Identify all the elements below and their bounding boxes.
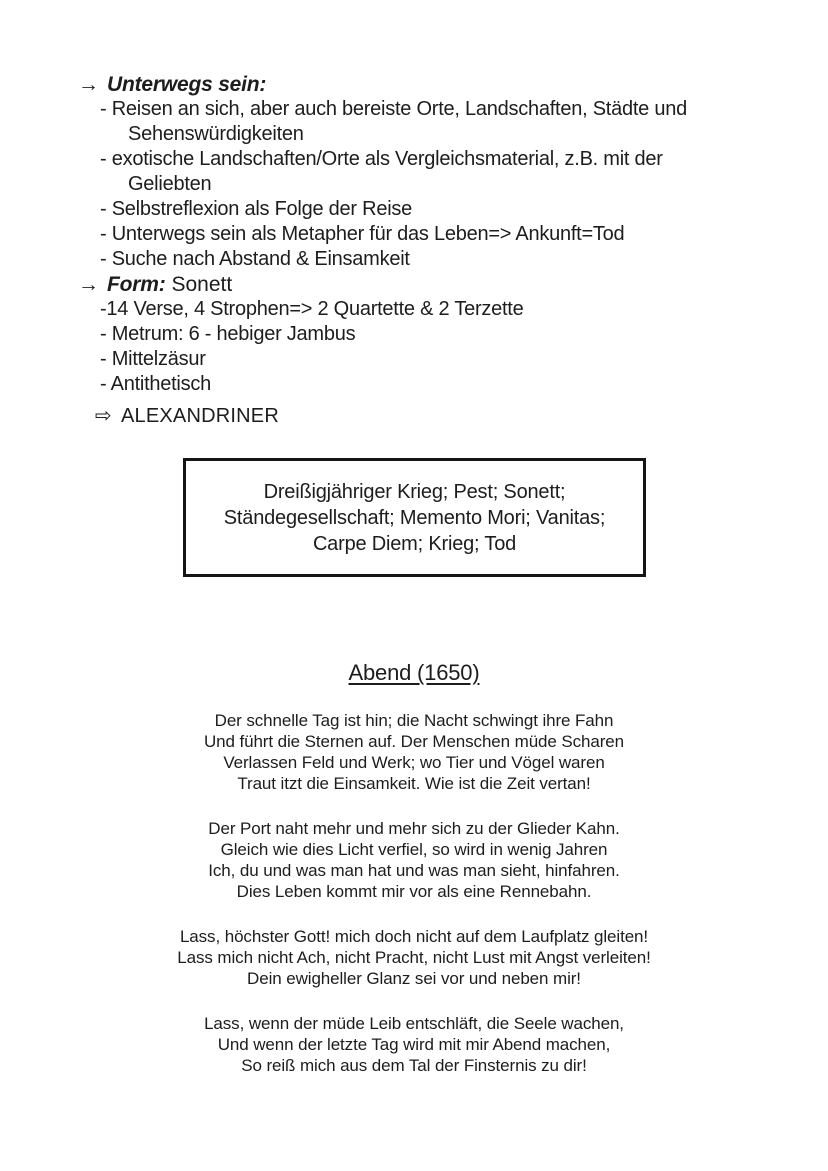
note-line: - Suche nach Abstand & Einsamkeit (100, 248, 410, 270)
section-title-rest: Sonett (171, 273, 233, 296)
poem-line: Und führt die Sternen auf. Der Menschen müde Scharen (203, 732, 625, 751)
poem-line: Verlassen Feld und Werk; wo Tier und Vögel waren (223, 753, 605, 772)
poem-line: Lass, wenn der müde Leib entschläft, die Seele wachen, (204, 1014, 624, 1033)
notes-section (78, 72, 687, 429)
poem-line: Dies Leben kommt mir vor als eine Rennebahn. (236, 882, 592, 901)
note-line: - Metrum: 6 - hebiger Jambus (100, 323, 356, 345)
keywords-box (183, 458, 646, 577)
poem-line: Ich, du und was man hat und was man sieht, hinfahren. (208, 861, 620, 880)
poem-line: Der Port naht mehr und mehr sich zu der Glieder Kahn. (208, 819, 620, 838)
keywords-line: Ständegesellschaft; Memento Mori; Vanitas; (223, 507, 606, 529)
section-heading-unterwegs-sein (78, 72, 687, 97)
poem-title: Abend (1650) (348, 660, 480, 685)
note-line: - Reisen an sich, aber auch bereiste Orte, Landschaften, Städte und (100, 98, 687, 120)
poem-line: Dein ewigheller Glanz sei vor und neben mir! (247, 969, 581, 988)
poem-stanza-3 (0, 926, 828, 989)
section-title: Unterwegs sein: (107, 73, 267, 96)
note-line: - Antithetisch (100, 373, 212, 395)
note-line: - Mittelzäsur (100, 348, 206, 370)
poem-line: Der schnelle Tag ist hin; die Nacht schwingt ihre Fahn (214, 711, 614, 730)
poem-line: So reiß mich aus dem Tal der Finsternis zu dir! (241, 1056, 587, 1075)
poem-stanza-2 (0, 818, 828, 902)
note-line: - Selbstreflexion als Folge der Reise (100, 198, 413, 220)
poem-stanza-4 (0, 1013, 828, 1076)
section-heading-form (78, 272, 687, 297)
keywords-line: Dreißigjähriger Krieg; Pest; Sonett; (263, 481, 566, 503)
poem-title-row (0, 660, 828, 689)
hollow-right-arrow-icon: ⇨ (95, 405, 112, 427)
section-title: Form: (107, 273, 166, 296)
poem-section (0, 660, 828, 1100)
right-arrow-icon: → (78, 273, 99, 296)
right-arrow-icon: → (78, 73, 99, 96)
poem-line: Traut itzt die Einsamkeit. Wie ist die Zeit vertan! (237, 774, 591, 793)
note-line: Sehenswürdigkeiten (128, 123, 304, 145)
poem-line: Und wenn der letzte Tag wird mit mir Abend machen, (217, 1035, 611, 1054)
poem-line: Lass mich nicht Ach, nicht Pracht, nicht Lust mit Angst verleiten! (177, 948, 651, 967)
note-line: - exotische Landschaften/Orte als Vergleichsmaterial, z.B. mit der (100, 148, 663, 170)
conclusion-label: ALEXANDRINER (120, 405, 279, 427)
note-line: Geliebten (128, 173, 212, 195)
poem-line: Lass, höchster Gott! mich doch nicht auf dem Laufplatz gleiten! (179, 927, 649, 946)
poem-line: Gleich wie dies Licht verfiel, so wird in wenig Jahren (220, 840, 608, 859)
keywords-line: Carpe Diem; Krieg; Tod (312, 533, 517, 555)
conclusion-line (78, 403, 687, 429)
poem-stanza-1 (0, 710, 828, 794)
note-line: - Unterwegs sein als Metapher für das Leben=> Ankunft=Tod (100, 223, 625, 245)
note-line: -14 Verse, 4 Strophen=> 2 Quartette & 2 Terzette (100, 298, 524, 320)
